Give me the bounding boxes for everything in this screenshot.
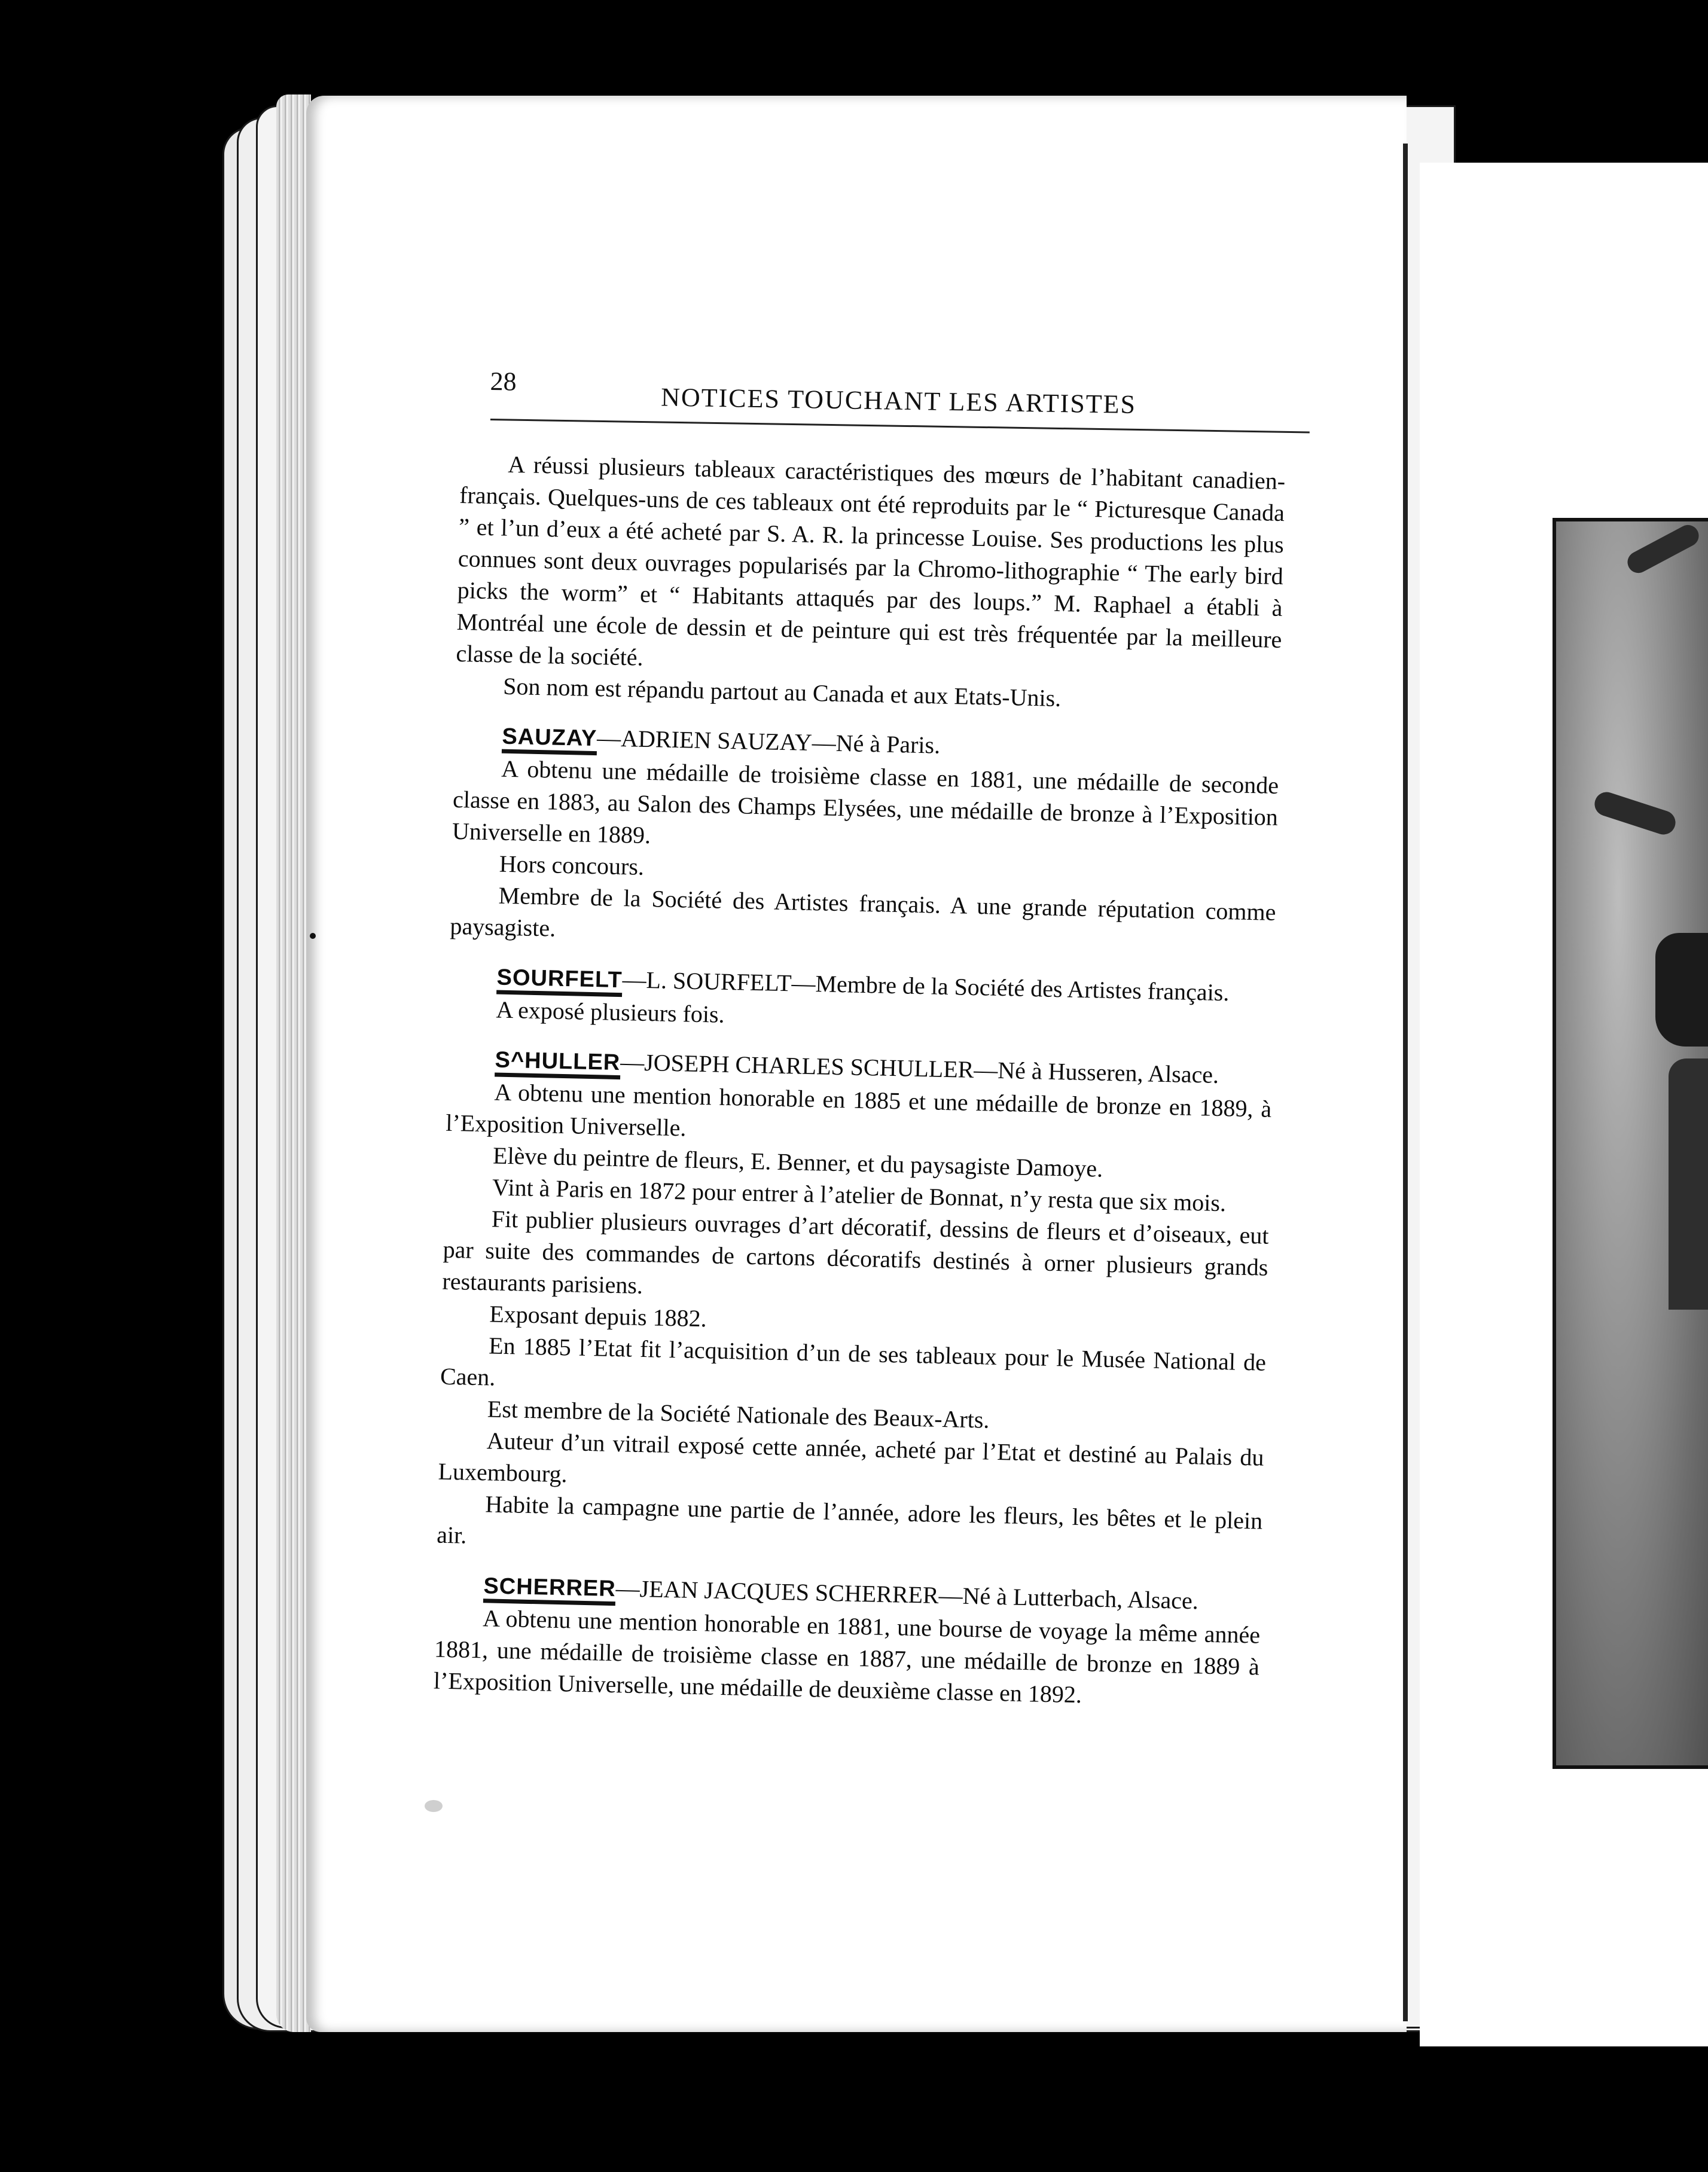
paragraph: Est membre de la Société Nationale des Beaux-Arts. — [487, 1395, 990, 1433]
artist-entry — [433, 1569, 1261, 1715]
paragraph: A réussi plusieurs tableaux caractéristiques des mœurs de l’habitant canadien-français. Quelques-uns de ces tableaux ont été reproduits par le “ Picturesque Canada ” et l’un d’eux a été acheté par S. A. R. la princesse Louise. Ses productions les plus connues sont deux ouvrages popularisés par la Chromo-lithographie “ The early bird picks the worm” et “ Habitants attaqués par des loups.” M. Raphael a établi à Montréal une école de dessin et de peinture qui est très fréquentée par la meilleure classe de la société. — [455, 450, 1286, 671]
paragraph: Auteur d’un vitrail exposé cette année, acheté par l’Etat et destiné au Palais du Luxembourg. — [438, 1427, 1264, 1488]
paragraph: A obtenu une mention honorable en 1885 et une médaille de bronze en 1889, à l’Exposition Universelle. — [445, 1078, 1272, 1142]
entry-heading-text: —JEAN JACQUES SCHERRER—Né à Lutterbach, Alsace. — [615, 1575, 1199, 1615]
paragraph: Exposant depuis 1882. — [489, 1300, 707, 1332]
entry-name: SOURFELT — [496, 965, 623, 997]
entry-name: S^HULLER — [495, 1048, 621, 1080]
entry-heading-text: —L. SOURFELT—Membre de la Société des Artistes français. — [622, 966, 1230, 1006]
paragraph: Fit publier plusieurs ouvrages d’art décoratif, dessins de fleurs et d’oiseaux, eut par suite des commandes de cartons décoratifs destinés à orner plusieurs grands restaurants parisiens. — [442, 1205, 1270, 1299]
paragraph: En 1885 l’Etat fit l’acquisition d’un de ses tableaux pour le Musée National de Caen. — [440, 1332, 1267, 1391]
entry-heading-text: —ADRIEN SAUZAY—Né à Paris. — [596, 724, 941, 759]
page-number: 28 — [490, 366, 517, 396]
paper-speck — [425, 1800, 443, 1812]
ink-speck — [310, 933, 316, 939]
artist-entry — [437, 1042, 1273, 1569]
paragraph: Son nom est répandu partout au Canada et aux Etats-Unis. — [502, 672, 1062, 712]
entry-name: SCHERRER — [483, 1573, 616, 1606]
page-body — [430, 447, 1286, 1865]
entry-name: SAUZAY — [502, 724, 597, 755]
plate-figure-head — [1655, 933, 1708, 1047]
entry-heading-text: —JOSEPH CHARLES SCHULLER—Né à Husseren, Alsace. — [620, 1048, 1219, 1088]
paragraph: Habite la campagne une partie de l’année, adore les fleurs, les bêtes et le plein air. — [436, 1490, 1263, 1549]
running-title: NOTICES TOUCHANT LES ARTISTES — [660, 382, 1137, 419]
plate-figure-body — [1669, 1058, 1708, 1310]
paragraph: Hors concours. — [499, 850, 645, 880]
paragraph: A obtenu une mention honorable en 1881, une bourse de voyage la même année 1881, une médaille de troisième classe en 1887, une médaille de bronze en 1889 à l’Exposition Universelle, une médaille de deuxième classe en 1892. — [433, 1604, 1261, 1709]
paragraph: A obtenu une médaille de troisième classe en 1881, une médaille de seconde classe en 1883, au Salon des Champs Elysées, une médaille de bronze à l’Exposition Universelle en 1889. — [452, 755, 1279, 849]
paragraph: Elève du peintre de fleurs, E. Benner, et du paysagiste Damoye. — [492, 1142, 1103, 1182]
artist-entry — [450, 719, 1280, 960]
paragraph: Membre de la Société des Artistes français. A une grande réputation comme paysagiste. — [450, 881, 1276, 942]
book-spine — [1403, 144, 1408, 2021]
paragraph: A exposé plusieurs fois. — [496, 996, 725, 1028]
paragraph: Vint à Paris en 1872 pour entrer à l’atelier de Bonnat, n’y resta que six mois. — [492, 1173, 1227, 1217]
